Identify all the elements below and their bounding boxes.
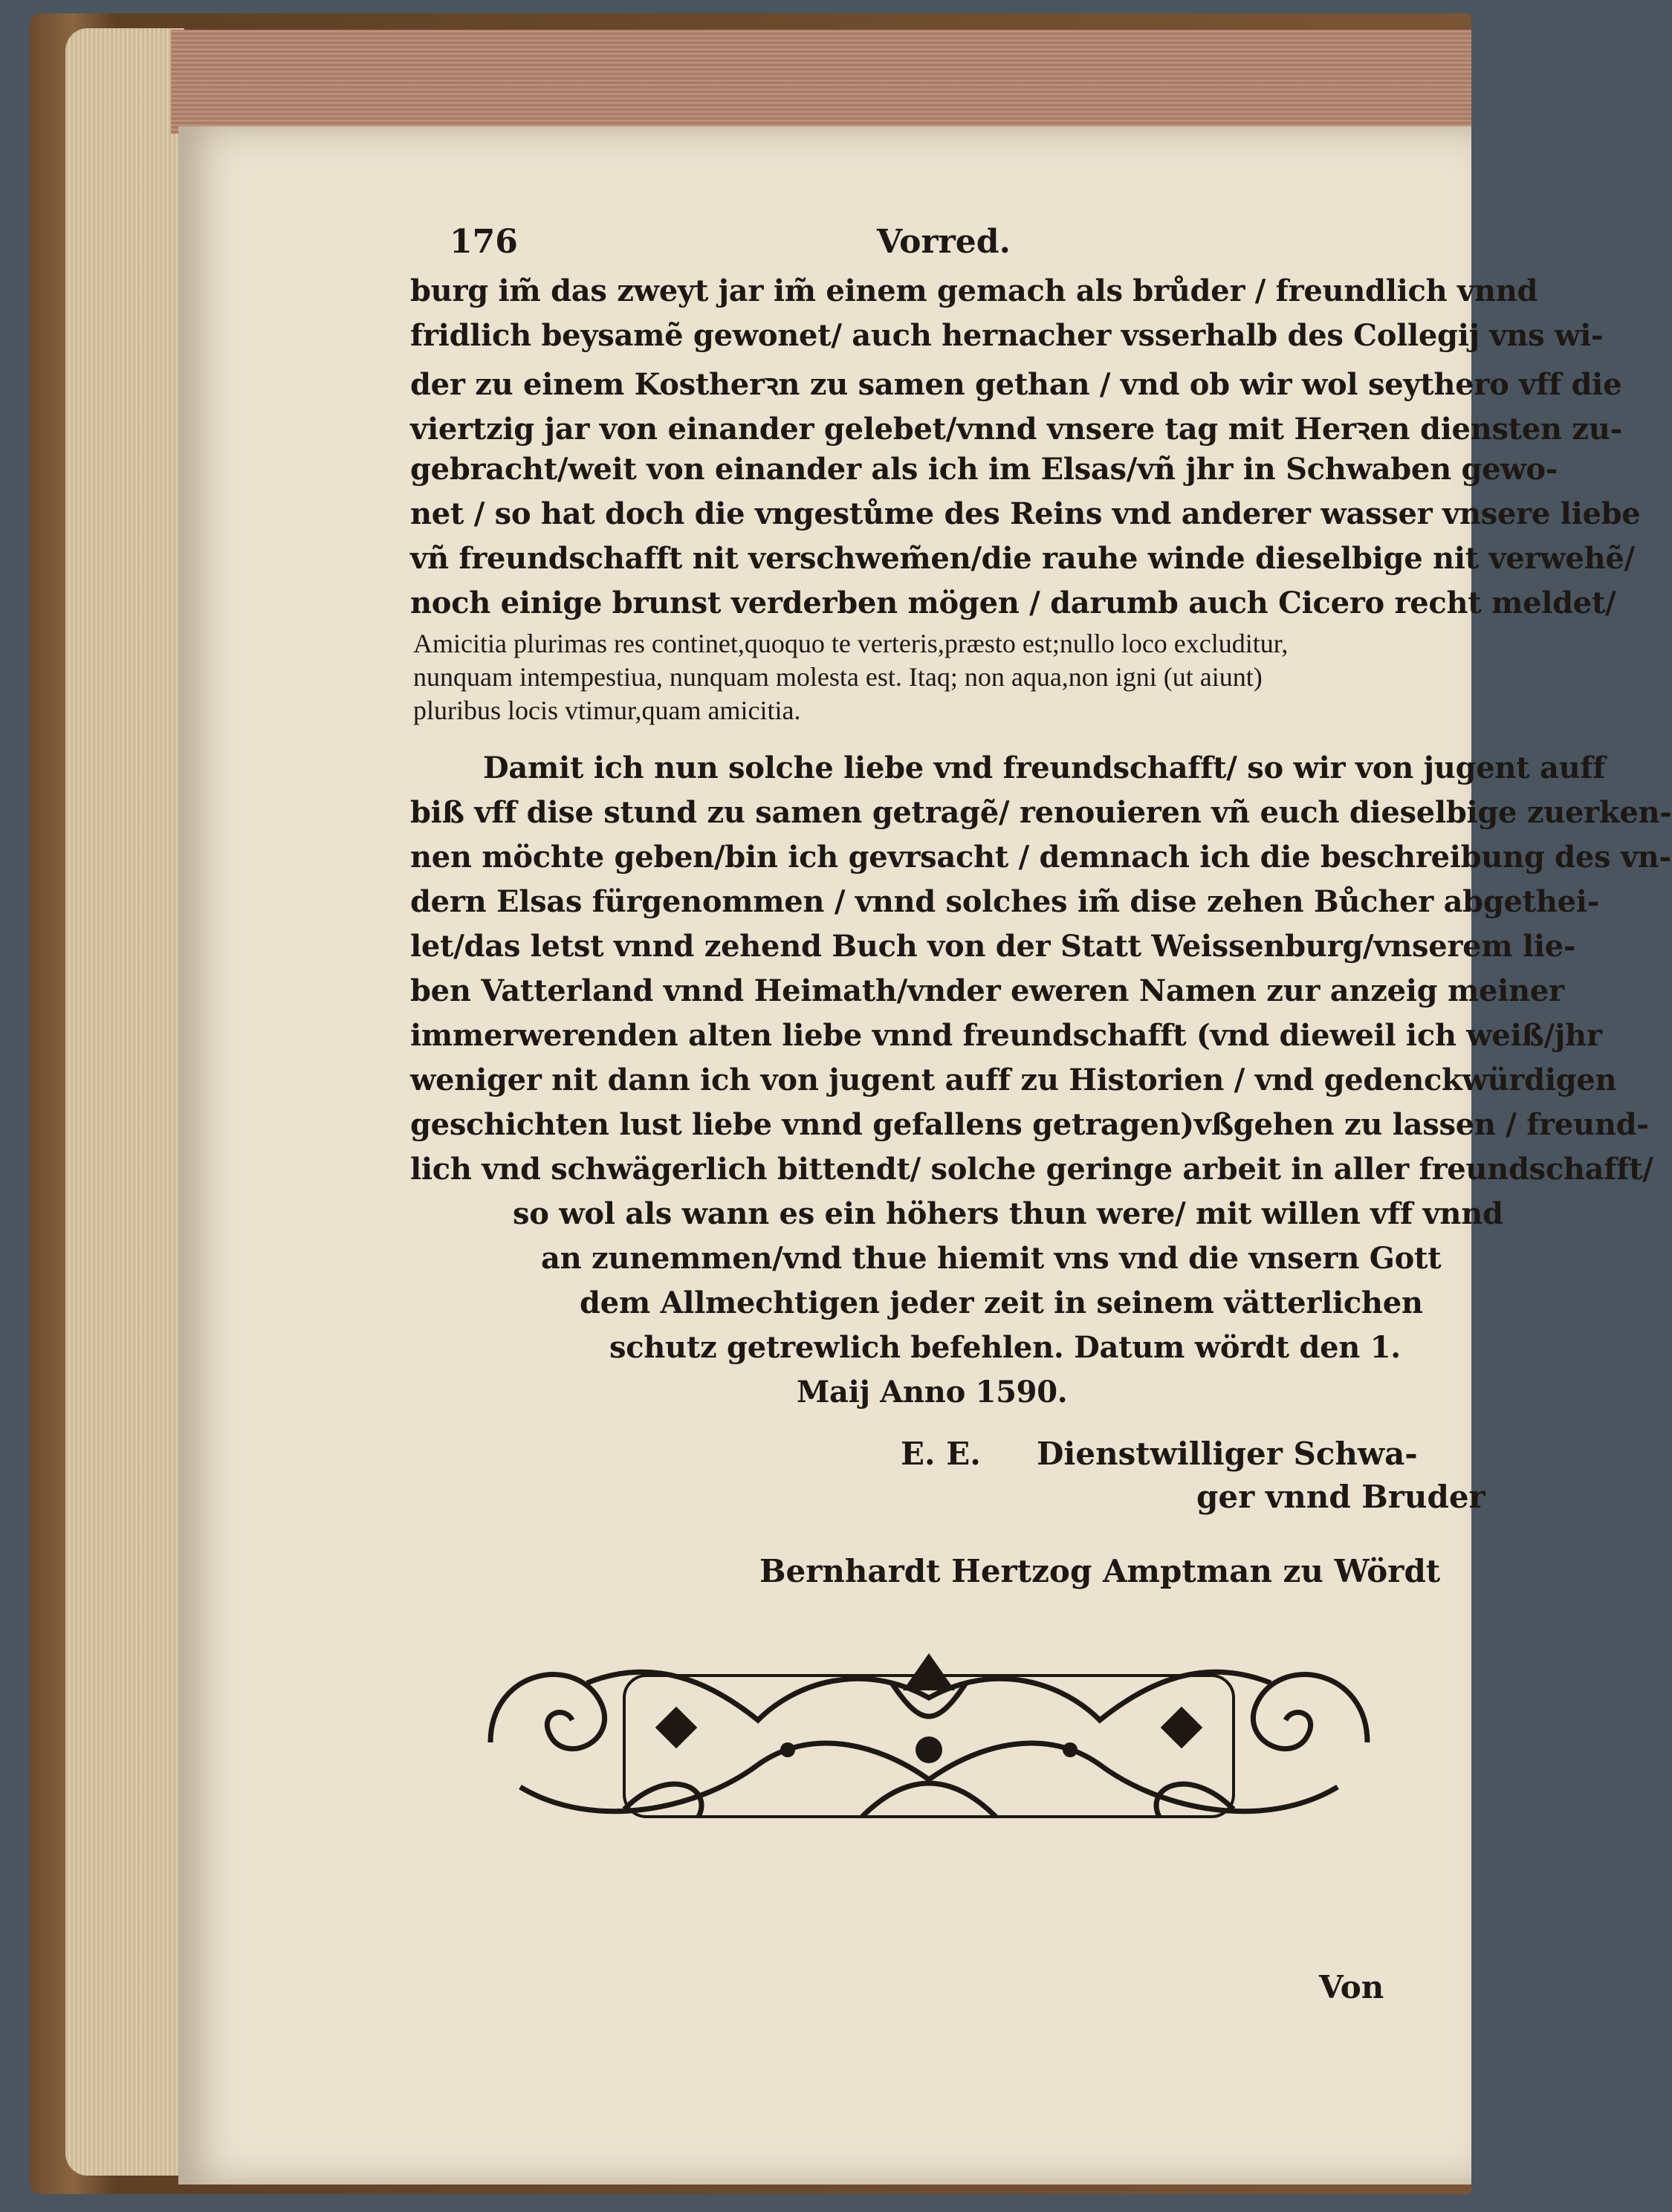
text-line: Maij Anno 1590.: [797, 1375, 1068, 1410]
text-line: gebracht/weit von einander als ich im Elsas/vñ jhr in Schwaben gewo-: [410, 452, 1558, 487]
latin-quote-line: Amicitia plurimas res continet,quoquo te verteris,præsto est;nullo loco excluditur,: [413, 629, 1289, 658]
text-line: viertzig jar von einander gelebet/vnnd vnsere tag mit Herꝛen diensten zu-: [410, 412, 1622, 447]
closing-line: ger vnnd Bruder: [1196, 1479, 1485, 1515]
latin-quote-line: pluribus locis vtimur,quam amicitia.: [413, 695, 801, 725]
closing-abbreviation: E. E.: [901, 1436, 981, 1472]
running-head: Vorred.: [877, 223, 1011, 261]
text-line: let/das letst vnnd zehend Buch von der Statt Weissenburg/vnserem lie-: [410, 929, 1576, 964]
top-page-edges: [171, 30, 1471, 134]
text-line: nen möchte geben/bin ich gevrsacht / demnach ich die beschreibung des vn-: [410, 840, 1671, 875]
text-line: dem Allmechtigen jeder zeit in seinem vätterlichen: [580, 1285, 1423, 1320]
text-line: weniger nit dann ich von jugent auff zu Historien / vnd gedenckwürdigen: [410, 1063, 1617, 1097]
latin-quote-line: nunquam intempestiua, nunquam molesta est. Itaq; non aqua,non igni (ut aiunt): [413, 662, 1263, 692]
text-line: schutz getrewlich befehlen. Datum wördt den 1.: [609, 1330, 1401, 1365]
text-line: burg im̃ das zweyt jar im̃ einem gemach als brůder / freundlich vnnd: [410, 273, 1538, 308]
text-line: so wol als wann es ein höhers thun were/ mit willen vff vnnd: [513, 1196, 1503, 1231]
text-line: noch einige brunst verderben mögen / darumb auch Cicero recht meldet/: [410, 586, 1616, 620]
text-line: lich vnd schwägerlich bittendt/ solche geringe arbeit in aller freundschafft/: [410, 1152, 1653, 1187]
signature: Bernhardt Hertzog Amptman zu Wördt: [759, 1553, 1441, 1589]
text-line: vñ freundschafft nit verschwem̃en/die rauhe winde dieselbige nit verwehẽ/: [410, 541, 1635, 576]
text-line: dern Elsas fürgenommen / vnnd solches im̃ dise zehen Bůcher abgethei-: [410, 884, 1599, 919]
text-line: Damit ich nun solche liebe vnd freundschafft/ so wir von jugent auff: [483, 750, 1606, 785]
text-line: biß vff dise stund zu samen getragẽ/ renouieren vñ euch dieselbige zuerken-: [410, 795, 1672, 830]
text-line: der zu einem Kostherꝛn zu samen gethan / vnd ob wir wol seythero vff die: [410, 367, 1622, 402]
text-line: geschichten lust liebe vnnd gefallens getragen)vßgehen zu lassen / freund-: [410, 1107, 1649, 1142]
woodcut-ornament: [476, 1638, 1382, 1839]
catchword: Von: [1319, 1969, 1384, 2005]
text-line: an zunemmen/vnd thue hiemit vns vnd die vnsern Gott: [541, 1241, 1442, 1276]
page-number: 176: [450, 223, 518, 261]
text-line: immerwerenden alten liebe vnnd freundschafft (vnd dieweil ich weiß/jhr: [410, 1018, 1602, 1053]
closing-line: Dienstwilliger Schwa-: [1037, 1436, 1418, 1472]
text-line: net / so hat doch die vngestůme des Reins vnd anderer wasser vnsere liebe: [410, 496, 1641, 531]
text-line: ben Vatterland vnnd Heimath/vnder eweren Namen zur anzeig meiner: [410, 973, 1564, 1008]
page-edges: [65, 28, 184, 2176]
text-line: fridlich beysamẽ gewonet/ auch hernacher vsserhalb des Collegij vns wi-: [410, 318, 1604, 353]
